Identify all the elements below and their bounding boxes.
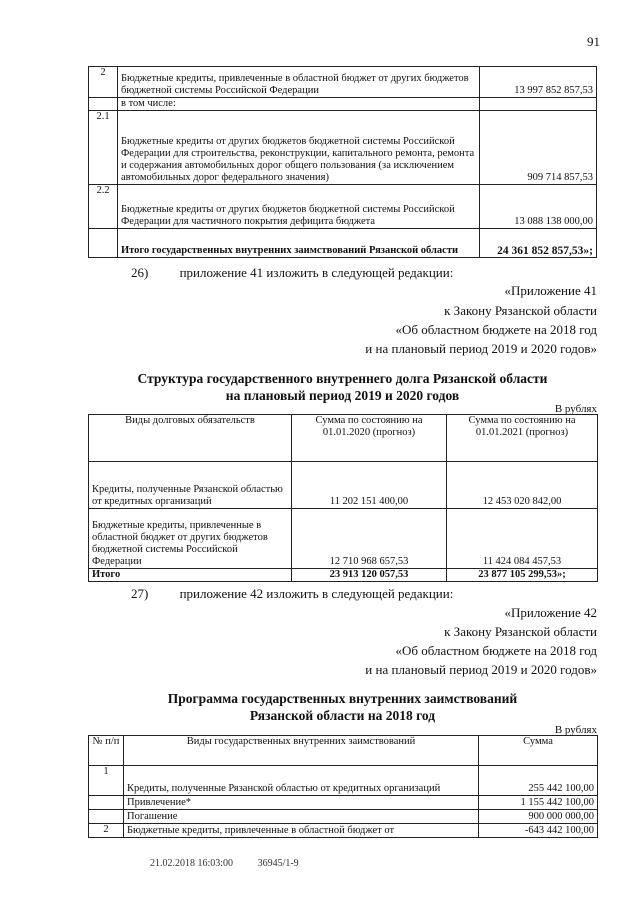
row-label: Кредиты, полученные Рязанской областью от кредитных организаций [89,462,292,509]
section-1-unit: В рублях [554,403,597,415]
column-header-type: Виды долговых обязательств [89,415,292,462]
row-sum: 900 000 000,00 [479,810,598,824]
row-value-2021: 23 877 105 299,53»; [447,569,598,582]
row-value-2020: 11 202 151 400,00 [292,462,447,509]
item-text: приложение 41 изложить в следующей редакции: [179,265,454,280]
row-text: Погашение [124,810,479,824]
table-row-total [89,569,598,582]
appendix-41-line-3: «Об областном бюджете на 2018 год [395,322,597,337]
item-26 [131,265,453,281]
footer-timestamp: 21.02.2018 16:03:00 [150,858,234,869]
row-value-2020: 23 913 120 057,53 [292,569,447,582]
table-row [89,766,598,796]
table-row-total [89,229,597,258]
item-27 [131,586,453,602]
column-header-number: № п/п [89,736,124,766]
row-number: 1 [89,766,124,796]
appendix-42-line-3: «Об областном бюджете на 2018 год [395,643,597,658]
row-value-2021: 11 424 084 457,53 [447,509,598,569]
section-2-title-line-1: Программа государственных внутренних заимствований [167,691,518,706]
appendix-41-line-1: «Приложение 41 [504,283,597,298]
row-text: Кредиты, полученные Рязанской областью от кредитных организаций [124,766,479,796]
table-row [89,98,597,111]
item-number: 27) [131,586,149,601]
row-sum: 909 714 857,53 [480,111,597,185]
section-2-title-line-2: Рязанской области на 2018 год [249,708,436,723]
row-sum: 24 361 852 857,53»; [480,229,597,258]
footer-document-id: 36945/1-9 [257,858,299,869]
row-text: Итого государственных внутренних заимствований Рязанской области [118,229,480,258]
debt-structure-table [88,414,598,582]
row-number [89,796,124,810]
row-sum: 1 155 442 100,00 [479,796,598,810]
row-text: Бюджетные кредиты, привлеченные в областной бюджет от [124,824,479,838]
row-number [89,229,118,258]
row-number: 2 [89,824,124,838]
row-number [89,98,118,111]
table-row [89,67,597,98]
table-row [89,796,598,810]
document-footer [150,858,321,869]
row-sum: 13 088 138 000,00 [480,185,597,229]
table-row [89,185,597,229]
row-number: 2 [89,67,118,98]
item-text: приложение 42 изложить в следующей редакции: [179,586,454,601]
item-number: 26) [131,265,149,280]
row-number: 2.1 [89,111,118,185]
row-number [89,810,124,824]
table-row [89,824,598,838]
row-text: в том числе: [118,98,480,111]
row-sum: -643 442 100,00 [479,824,598,838]
table-header-row [89,736,598,766]
page-number: 91 [587,34,600,49]
appendix-42-line-2: к Закону Рязанской области [444,624,597,639]
row-text: Бюджетные кредиты от других бюджетов бюджетной системы Российской Федерации для строительства, реконструкции, капитального ремонта, ремонта и содержания автомобильных дорог общего пользования (за исключением автомобильных дорог федерального значения) [118,111,480,185]
section-1-title-line-2: на плановый период 2019 и 2020 годов [225,388,460,403]
appendix-41-line-4: и на плановый период 2019 и 2020 годов» [365,341,597,356]
appendix-42-line-4: и на плановый период 2019 и 2020 годов» [365,662,597,677]
row-sum [480,98,597,111]
table-row [89,111,597,185]
row-label: Бюджетные кредиты, привлеченные в областной бюджет от других бюджетов бюджетной системы Российской Федерации [89,509,292,569]
row-sum: 255 442 100,00 [479,766,598,796]
table-header-row [89,415,598,462]
table-row [89,810,598,824]
column-header-type: Виды государственных внутренних заимствований [124,736,479,766]
column-header-2020: Сумма по состоянию на 01.01.2020 (прогноз) [292,415,447,462]
section-1-title-line-1: Структура государственного внутреннего долга Рязанской области [137,371,548,386]
row-text: Бюджетные кредиты от других бюджетов бюджетной системы Российской Федерации для частичного покрытия дефицита бюджета [118,185,480,229]
column-header-sum: Сумма [479,736,598,766]
row-number: 2.2 [89,185,118,229]
appendix-41-line-2: к Закону Рязанской области [444,303,597,318]
row-sum: 13 997 852 857,53 [480,67,597,98]
table-row [89,509,598,569]
row-value-2020: 12 710 968 657,53 [292,509,447,569]
row-label: Итого [89,569,292,582]
row-text: Бюджетные кредиты, привлеченные в областной бюджет от других бюджетов бюджетной системы Российской Федерации [118,67,480,98]
column-header-2021: Сумма по состоянию на 01.01.2021 (прогноз) [447,415,598,462]
borrowing-program-table [88,735,598,838]
section-2-unit: В рублях [554,724,597,736]
table-row [89,462,598,509]
borrowings-table-continued [88,66,597,258]
row-value-2021: 12 453 020 842,00 [447,462,598,509]
row-text: Привлечение* [124,796,479,810]
appendix-42-line-1: «Приложение 42 [504,605,597,620]
